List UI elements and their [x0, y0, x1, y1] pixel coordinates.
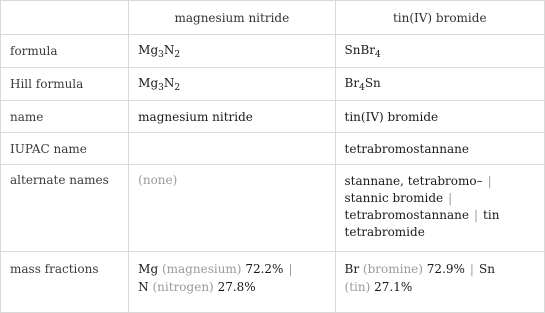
iupac-tin-bromide: tetrabromostannane	[335, 133, 544, 165]
chemical-formula	[344, 75, 381, 93]
name-magnesium-nitride: magnesium nitride	[129, 101, 335, 133]
formula-element: Sn	[364, 75, 381, 90]
element-symbol: Mg	[138, 262, 159, 276]
formula-subscript: 4	[375, 49, 381, 60]
row-label-hill-formula: Hill formula	[1, 68, 129, 101]
hill-formula-tin-bromide	[335, 68, 544, 101]
row-label-name: name	[1, 101, 129, 133]
alternate-names-magnesium-nitride: (none)	[129, 165, 335, 252]
mass-fraction-value: 27.8%	[217, 280, 256, 294]
formula-element: Mg	[138, 42, 159, 57]
hill-formula-magnesium-nitride	[129, 68, 335, 101]
element-name: (bromine)	[362, 262, 423, 276]
element-name: (nitrogen)	[152, 280, 214, 294]
table-row	[1, 35, 545, 68]
table-row	[1, 133, 545, 165]
element-name: (magnesium)	[161, 262, 242, 276]
table-row	[1, 165, 545, 252]
formula-element: N	[163, 42, 175, 57]
formula-subscript: 2	[174, 82, 181, 93]
element-symbol: Br	[344, 262, 360, 276]
formula-subscript: 2	[174, 49, 181, 60]
alt-name-3: tetrabromostannane	[344, 208, 469, 222]
mass-fractions-tin-bromide	[335, 252, 544, 313]
formula-subscript: 4	[359, 82, 365, 93]
separator: |	[473, 208, 479, 222]
element-name: (tin)	[344, 280, 371, 294]
chemical-formula	[344, 42, 381, 60]
separator: |	[288, 262, 293, 276]
formula-tin-bromide	[335, 35, 544, 68]
alt-name-4b: tetrabromide	[344, 225, 425, 239]
header-magnesium-nitride: magnesium nitride	[129, 1, 335, 35]
formula-magnesium-nitride	[129, 35, 335, 68]
alt-name-1: stannane, tetrabromo–	[344, 174, 483, 188]
table-row	[1, 252, 545, 313]
formula-subscript: 3	[158, 49, 164, 60]
row-label-formula: formula	[1, 35, 129, 68]
separator: |	[469, 262, 474, 276]
formula-element: Mg	[138, 75, 159, 90]
header-tin-bromide: tin(IV) bromide	[335, 1, 544, 35]
alternate-names-tin-bromide	[335, 165, 544, 252]
formula-element: Br	[344, 75, 360, 90]
mass-fraction-value: 27.1%	[374, 280, 413, 294]
mass-fraction-value: 72.9%	[426, 262, 465, 276]
chemical-formula	[138, 75, 181, 93]
header-empty-cell	[1, 1, 129, 35]
row-label-iupac-name: IUPAC name	[1, 133, 129, 165]
mass-fraction-value: 72.2%	[245, 262, 284, 276]
separator: |	[448, 191, 453, 205]
table-row	[1, 68, 545, 101]
element-symbol: Sn	[478, 262, 495, 276]
row-label-alternate-names: alternate names	[1, 165, 129, 252]
formula-element: SnBr	[344, 42, 376, 57]
chemical-formula	[138, 42, 181, 60]
iupac-magnesium-nitride	[129, 133, 335, 165]
header-row	[1, 1, 545, 35]
table-row	[1, 101, 545, 133]
separator: |	[487, 174, 492, 188]
alt-name-4a: tin	[483, 208, 500, 222]
name-tin-bromide: tin(IV) bromide	[335, 101, 544, 133]
formula-element: N	[163, 75, 175, 90]
alt-name-2: stannic bromide	[344, 191, 444, 205]
element-symbol: N	[138, 280, 149, 294]
row-label-mass-fractions: mass fractions	[1, 252, 129, 313]
formula-subscript: 3	[158, 82, 164, 93]
mass-fractions-magnesium-nitride	[129, 252, 335, 313]
